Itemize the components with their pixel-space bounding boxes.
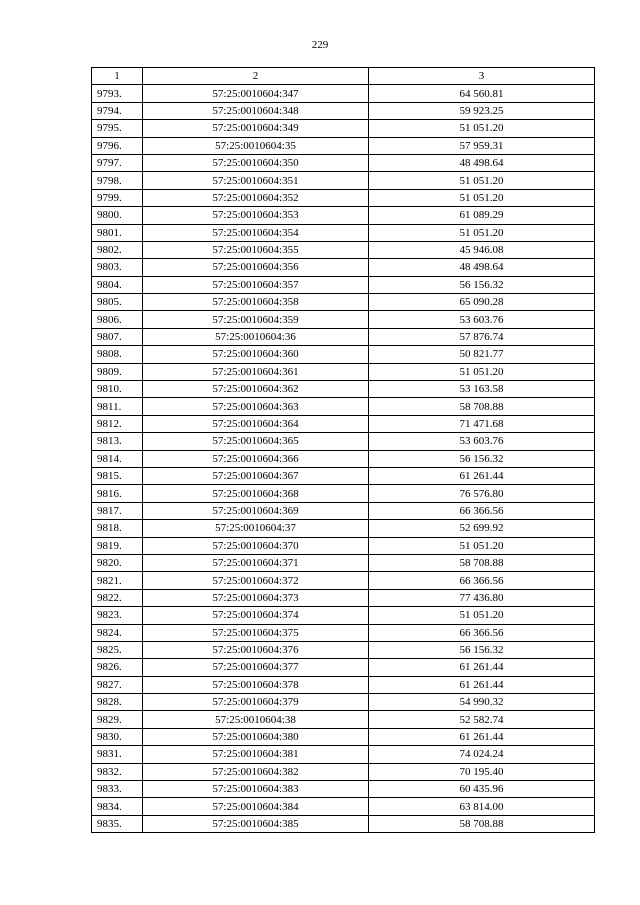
- cadastral-number-cell: 57:25:0010604:37: [143, 520, 369, 537]
- value-cell: 64 560.81: [369, 85, 595, 102]
- row-number-cell: 9799.: [92, 189, 143, 206]
- column-header-3: 3: [369, 68, 595, 85]
- row-number-cell: 9817.: [92, 502, 143, 519]
- cadastral-number-cell: 57:25:0010604:373: [143, 589, 369, 606]
- value-cell: 58 708.88: [369, 815, 595, 832]
- value-cell: 71 471.68: [369, 415, 595, 432]
- value-cell: 48 498.64: [369, 154, 595, 171]
- value-cell: 53 603.76: [369, 311, 595, 328]
- value-cell: 61 089.29: [369, 207, 595, 224]
- table-row: [92, 502, 595, 519]
- cadastral-number-cell: 57:25:0010604:364: [143, 415, 369, 432]
- value-cell: 52 699.92: [369, 520, 595, 537]
- cadastral-number-cell: 57:25:0010604:363: [143, 398, 369, 415]
- row-number-cell: 9811.: [92, 398, 143, 415]
- cadastral-number-cell: 57:25:0010604:357: [143, 276, 369, 293]
- table-row: [92, 624, 595, 641]
- value-cell: 76 576.80: [369, 485, 595, 502]
- value-cell: 51 051.20: [369, 224, 595, 241]
- value-cell: 54 990.32: [369, 694, 595, 711]
- row-number-cell: 9806.: [92, 311, 143, 328]
- row-number-cell: 9831.: [92, 746, 143, 763]
- table-row: [92, 241, 595, 258]
- table-row: [92, 798, 595, 815]
- row-number-cell: 9814.: [92, 450, 143, 467]
- row-number-cell: 9803.: [92, 259, 143, 276]
- cadastral-number-cell: 57:25:0010604:368: [143, 485, 369, 502]
- table-row: [92, 137, 595, 154]
- table-row: [92, 763, 595, 780]
- table-row: [92, 746, 595, 763]
- table-row: [92, 728, 595, 745]
- table-row: [92, 781, 595, 798]
- row-number-cell: 9797.: [92, 154, 143, 171]
- value-cell: 56 156.32: [369, 276, 595, 293]
- cadastral-number-cell: 57:25:0010604:383: [143, 781, 369, 798]
- table-row: [92, 276, 595, 293]
- row-number-cell: 9826.: [92, 659, 143, 676]
- row-number-cell: 9824.: [92, 624, 143, 641]
- value-cell: 70 195.40: [369, 763, 595, 780]
- row-number-cell: 9813.: [92, 433, 143, 450]
- cadastral-number-cell: 57:25:0010604:362: [143, 381, 369, 398]
- row-number-cell: 9798.: [92, 172, 143, 189]
- value-cell: 50 821.77: [369, 346, 595, 363]
- column-header-1: 1: [92, 68, 143, 85]
- cadastral-number-cell: 57:25:0010604:353: [143, 207, 369, 224]
- cadastral-number-cell: 57:25:0010604:348: [143, 102, 369, 119]
- value-cell: 61 261.44: [369, 676, 595, 693]
- table-row: [92, 207, 595, 224]
- table-row: [92, 537, 595, 554]
- value-cell: 53 603.76: [369, 433, 595, 450]
- value-cell: 66 366.56: [369, 624, 595, 641]
- cadastral-number-cell: 57:25:0010604:369: [143, 502, 369, 519]
- table-row: [92, 711, 595, 728]
- row-number-cell: 9812.: [92, 415, 143, 432]
- value-cell: 63 814.00: [369, 798, 595, 815]
- table-row: [92, 294, 595, 311]
- value-cell: 45 946.08: [369, 241, 595, 258]
- value-cell: 66 366.56: [369, 572, 595, 589]
- cadastral-number-cell: 57:25:0010604:349: [143, 120, 369, 137]
- value-cell: 58 708.88: [369, 398, 595, 415]
- table-body: [92, 85, 595, 833]
- value-cell: 61 261.44: [369, 728, 595, 745]
- row-number-cell: 9823.: [92, 607, 143, 624]
- cadastral-number-cell: 57:25:0010604:367: [143, 467, 369, 484]
- cadastral-number-cell: 57:25:0010604:375: [143, 624, 369, 641]
- cadastral-number-cell: 57:25:0010604:371: [143, 554, 369, 571]
- table-row: [92, 346, 595, 363]
- cadastral-number-cell: 57:25:0010604:38: [143, 711, 369, 728]
- cadastral-number-cell: 57:25:0010604:372: [143, 572, 369, 589]
- value-cell: 60 435.96: [369, 781, 595, 798]
- table-row: [92, 815, 595, 832]
- table-row: [92, 311, 595, 328]
- table-row: [92, 589, 595, 606]
- row-number-cell: 9829.: [92, 711, 143, 728]
- value-cell: 61 261.44: [369, 659, 595, 676]
- value-cell: 58 708.88: [369, 554, 595, 571]
- cadastral-number-cell: 57:25:0010604:370: [143, 537, 369, 554]
- row-number-cell: 9805.: [92, 294, 143, 311]
- table-row: [92, 659, 595, 676]
- value-cell: 56 156.32: [369, 641, 595, 658]
- table-row: [92, 328, 595, 345]
- row-number-cell: 9833.: [92, 781, 143, 798]
- value-cell: 57 876.74: [369, 328, 595, 345]
- value-cell: 52 582.74: [369, 711, 595, 728]
- row-number-cell: 9830.: [92, 728, 143, 745]
- table-row: [92, 259, 595, 276]
- cadastral-number-cell: 57:25:0010604:350: [143, 154, 369, 171]
- value-cell: 61 261.44: [369, 467, 595, 484]
- row-number-cell: 9802.: [92, 241, 143, 258]
- table-row: [92, 398, 595, 415]
- row-number-cell: 9819.: [92, 537, 143, 554]
- value-cell: 57 959.31: [369, 137, 595, 154]
- table-header: [92, 68, 595, 85]
- cadastral-number-cell: 57:25:0010604:355: [143, 241, 369, 258]
- header-row: [92, 68, 595, 85]
- row-number-cell: 9818.: [92, 520, 143, 537]
- value-cell: 56 156.32: [369, 450, 595, 467]
- column-header-2: 2: [143, 68, 369, 85]
- value-cell: 53 163.58: [369, 381, 595, 398]
- row-number-cell: 9821.: [92, 572, 143, 589]
- cadastral-number-cell: 57:25:0010604:374: [143, 607, 369, 624]
- value-cell: 48 498.64: [369, 259, 595, 276]
- row-number-cell: 9795.: [92, 120, 143, 137]
- table-row: [92, 224, 595, 241]
- table-row: [92, 676, 595, 693]
- data-table: [91, 67, 595, 833]
- cadastral-number-cell: 57:25:0010604:365: [143, 433, 369, 450]
- row-number-cell: 9793.: [92, 85, 143, 102]
- row-number-cell: 9809.: [92, 363, 143, 380]
- table-row: [92, 415, 595, 432]
- cadastral-number-cell: 57:25:0010604:356: [143, 259, 369, 276]
- table-row: [92, 189, 595, 206]
- cadastral-number-cell: 57:25:0010604:381: [143, 746, 369, 763]
- row-number-cell: 9822.: [92, 589, 143, 606]
- row-number-cell: 9808.: [92, 346, 143, 363]
- table-row: [92, 572, 595, 589]
- row-number-cell: 9835.: [92, 815, 143, 832]
- value-cell: 59 923.25: [369, 102, 595, 119]
- cadastral-number-cell: 57:25:0010604:352: [143, 189, 369, 206]
- cadastral-number-cell: 57:25:0010604:35: [143, 137, 369, 154]
- cadastral-number-cell: 57:25:0010604:358: [143, 294, 369, 311]
- row-number-cell: 9804.: [92, 276, 143, 293]
- table-row: [92, 520, 595, 537]
- cadastral-number-cell: 57:25:0010604:347: [143, 85, 369, 102]
- value-cell: 51 051.20: [369, 363, 595, 380]
- row-number-cell: 9800.: [92, 207, 143, 224]
- cadastral-number-cell: 57:25:0010604:380: [143, 728, 369, 745]
- value-cell: 51 051.20: [369, 189, 595, 206]
- row-number-cell: 9815.: [92, 467, 143, 484]
- value-cell: 51 051.20: [369, 537, 595, 554]
- row-number-cell: 9834.: [92, 798, 143, 815]
- row-number-cell: 9796.: [92, 137, 143, 154]
- table-row: [92, 607, 595, 624]
- table-row: [92, 102, 595, 119]
- table-row: [92, 85, 595, 102]
- value-cell: 51 051.20: [369, 120, 595, 137]
- value-cell: 66 366.56: [369, 502, 595, 519]
- row-number-cell: 9807.: [92, 328, 143, 345]
- cadastral-number-cell: 57:25:0010604:378: [143, 676, 369, 693]
- cadastral-number-cell: 57:25:0010604:376: [143, 641, 369, 658]
- row-number-cell: 9794.: [92, 102, 143, 119]
- table-row: [92, 120, 595, 137]
- row-number-cell: 9827.: [92, 676, 143, 693]
- row-number-cell: 9820.: [92, 554, 143, 571]
- table-row: [92, 641, 595, 658]
- row-number-cell: 9832.: [92, 763, 143, 780]
- table-row: [92, 381, 595, 398]
- cadastral-number-cell: 57:25:0010604:385: [143, 815, 369, 832]
- cadastral-number-cell: 57:25:0010604:377: [143, 659, 369, 676]
- table-row: [92, 363, 595, 380]
- table-row: [92, 554, 595, 571]
- table-row: [92, 485, 595, 502]
- row-number-cell: 9801.: [92, 224, 143, 241]
- cadastral-number-cell: 57:25:0010604:366: [143, 450, 369, 467]
- row-number-cell: 9810.: [92, 381, 143, 398]
- cadastral-number-cell: 57:25:0010604:361: [143, 363, 369, 380]
- row-number-cell: 9816.: [92, 485, 143, 502]
- cadastral-number-cell: 57:25:0010604:379: [143, 694, 369, 711]
- table-row: [92, 172, 595, 189]
- value-cell: 65 090.28: [369, 294, 595, 311]
- cadastral-number-cell: 57:25:0010604:384: [143, 798, 369, 815]
- value-cell: 51 051.20: [369, 172, 595, 189]
- table-row: [92, 694, 595, 711]
- page-number: 229: [311, 39, 329, 51]
- table-row: [92, 433, 595, 450]
- cadastral-number-cell: 57:25:0010604:351: [143, 172, 369, 189]
- table-row: [92, 154, 595, 171]
- cadastral-number-cell: 57:25:0010604:359: [143, 311, 369, 328]
- value-cell: 74 024.24: [369, 746, 595, 763]
- cadastral-number-cell: 57:25:0010604:354: [143, 224, 369, 241]
- table-row: [92, 450, 595, 467]
- row-number-cell: 9828.: [92, 694, 143, 711]
- value-cell: 51 051.20: [369, 607, 595, 624]
- value-cell: 77 436.80: [369, 589, 595, 606]
- row-number-cell: 9825.: [92, 641, 143, 658]
- cadastral-number-cell: 57:25:0010604:360: [143, 346, 369, 363]
- cadastral-number-cell: 57:25:0010604:36: [143, 328, 369, 345]
- table-row: [92, 467, 595, 484]
- cadastral-number-cell: 57:25:0010604:382: [143, 763, 369, 780]
